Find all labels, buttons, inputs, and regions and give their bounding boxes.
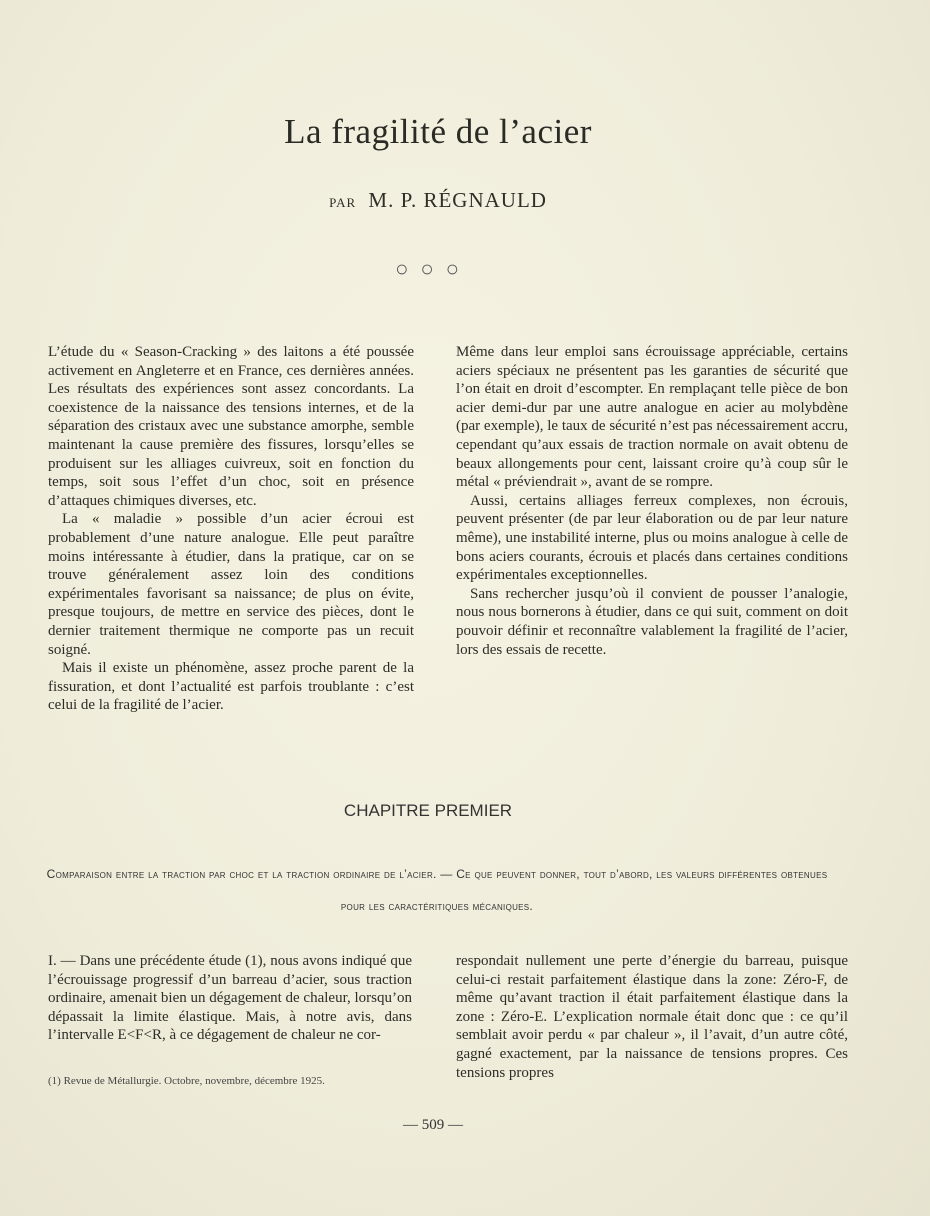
paragraph: L’étude du « Season-Cracking » des laitons a été poussée activement en Angleterre et en France, ces dernières années. Les résultats des expériences sont assez concordants. La coexistence de la naissance des tensions internes, et de la séparation des cristaux avec une substance amorphe, semble maintenant la cause première des fissures, lorsqu’elles se produisent sur les alliages cuivreux, soit en fonction du temps, soit sous l’effet d’un choc, soit en présence d’attaques chimiques diverses, etc.	[48, 344, 414, 509]
page-number: — 509 —	[403, 1117, 463, 1133]
section-column-left	[48, 952, 412, 1045]
paragraph: respondait nullement une perte d’énergie du barreau, puisque celui-ci restait parfaitement élastique dans la zone: Zéro-F, de même qu’avant traction il était parfaitement élastique dans la zone : Zéro-E. L’explication normale était donc que : ce qu’il semblait avoir perdu « par chaleur », il l’avait, d’un autre côté, gagné exactement, par la naissance de tensions propres. Ces tensions propres	[456, 953, 848, 1081]
chapter-heading: CHAPITRE PREMIER	[343, 801, 513, 820]
chapter-subtitle: Comparaison entre la traction par choc et la traction ordinaire de l’acier. — Ce que peuvent donner, tout d’abord, les valeurs différentes obtenues pour les caractéritiques mécaniques.	[46, 867, 828, 913]
footnote: (1) Revue de Métallurgie. Octobre, novembre, décembre 1925.	[48, 1075, 325, 1087]
author-line	[0, 188, 876, 213]
author-prefix: PAR	[329, 195, 357, 210]
article-title: La fragilité de l’acier	[284, 112, 592, 151]
author-name: M. P. RÉGNAULD	[368, 188, 547, 212]
intro-column-right	[456, 343, 848, 659]
paragraph: Aussi, certains alliages ferreux complexes, non écrouis, peuvent présenter (de par leur élaboration ou de par leur nature même), une instabilité interne, plus ou moins analogue à celle de bons aciers courants, écrouis et placés dans certaines conditions expérimentales exceptionnelles.	[456, 492, 848, 584]
ornament-circles: ○○○	[395, 256, 471, 281]
intro-column-left	[48, 343, 414, 715]
paragraph: Sans rechercher jusqu’où il convient de pousser l’analogie, nous nous bornerons à étudier, dans ce qui suit, comment on doit pouvoir définir et reconnaître valablement la fragilité de l’acier, lors des essais de recette.	[456, 585, 848, 658]
paragraph: I. — Dans une précédente étude (1), nous avons indiqué que l’écrouissage progressif d’un barreau d’acier, sous traction ordinaire, amenait bien un dégagement de chaleur, lorsqu’on dépassait la limite élastique. Mais, à notre avis, dans l’intervalle E<F<R, à ce dégagement de chaleur ne cor-	[48, 953, 412, 1044]
paragraph: Même dans leur emploi sans écrouissage appréciable, certains aciers spéciaux ne présentent pas les garanties de sécurité que l’on était en droit d’escompter. En remplaçant telle pièce de bon acier demi-dur par une autre analogue en acier au molybdène (par exemple), le taux de sécurité n’est pas nécessairement accru, cependant qu’aux essais de traction normale on avait obtenu de beaux allongements pour cent, laissant croire qu’à coup sûr le métal « préviendrait », avant de se rompre.	[456, 344, 848, 491]
paragraph: La « maladie » possible d’un acier écroui est probablement d’une nature analogue. Elle peut paraître moins intéressante à étudier, dans la pratique, car on se trouve généralement assez loin des conditions expérimentales favorisant sa naissance; de plus on évite, presque toujours, de mettre en service des pièces, dont le dernier traitement thermique ne comporte pas un recuit soigné.	[48, 511, 414, 658]
section-column-right	[456, 952, 848, 1082]
paragraph: Mais il existe un phénomène, assez proche parent de la fissuration, et dont l’actualité est parfois troublante : c’est celui de la fragilité de l’acier.	[48, 660, 414, 714]
